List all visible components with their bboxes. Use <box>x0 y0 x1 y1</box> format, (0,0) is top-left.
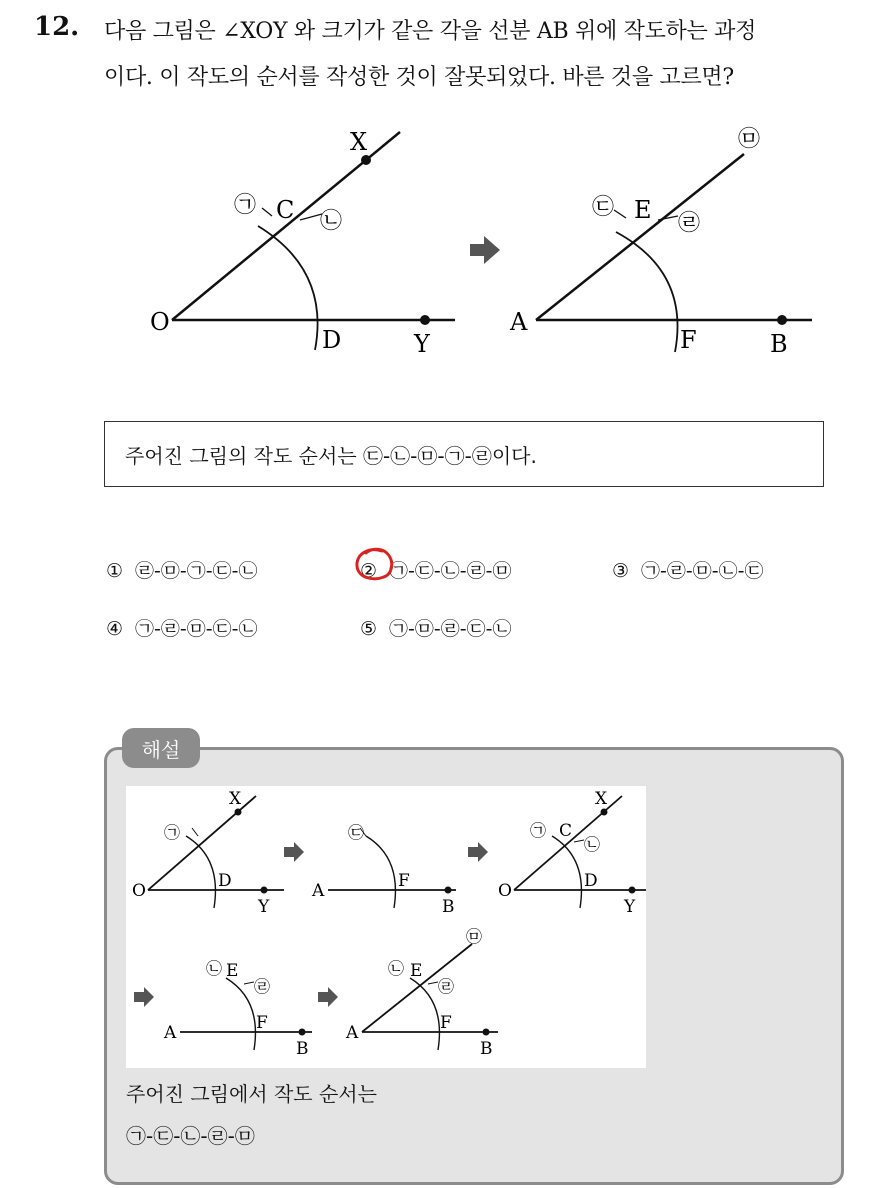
sol-label-b-4: B <box>296 1039 309 1059</box>
sol-label-f-5: F <box>440 1013 452 1033</box>
sol-label-c-2: ㉢ <box>348 823 365 842</box>
choice-4[interactable] <box>106 614 257 641</box>
sol-label-b-2: B <box>442 897 455 917</box>
sol-label-b-5-step: ㉡ <box>388 959 405 978</box>
solution-text-line2: ㉠-㉢-㉡-㉣-㉤ <box>126 1124 255 1148</box>
label-step-a: ㉠ <box>234 193 257 218</box>
sol-label-d-1: D <box>218 871 232 891</box>
sol-label-e-5: E <box>410 961 423 981</box>
angle-construction-diagram <box>536 154 812 352</box>
choice-4-number: ④ <box>106 618 124 640</box>
point-x <box>361 155 371 165</box>
answer-mark-icon <box>352 545 396 585</box>
sol-label-d-3: D <box>584 871 598 891</box>
label-step-c: ㉢ <box>592 195 615 220</box>
choice-1[interactable] <box>106 556 257 583</box>
label-y: Y <box>414 330 430 358</box>
pointer-d <box>658 216 678 220</box>
label-e: E <box>634 196 652 224</box>
label-o: O <box>150 308 170 336</box>
label-b: B <box>770 330 788 358</box>
pointer-a <box>262 208 272 216</box>
sol-label-a-point-5: A <box>346 1023 359 1043</box>
sol-label-b-3: ㉡ <box>584 835 601 854</box>
sol-label-y-1: Y <box>258 897 270 917</box>
sol-label-y-3: Y <box>624 897 636 917</box>
label-a: A <box>510 308 528 336</box>
sol-label-d-4: ㉣ <box>254 977 271 996</box>
label-step-e: ㉤ <box>738 127 761 152</box>
construction-figure <box>0 110 884 370</box>
solution-text-line1: 주어진 그림에서 작도 순서는 <box>126 1082 377 1106</box>
arc-cd <box>258 226 318 350</box>
choice-5-text: ㉠-㉤-㉣-㉢-㉡ <box>389 618 512 640</box>
sol-label-a-3: ㉠ <box>530 821 547 840</box>
pointer-b <box>300 214 322 220</box>
sol-label-b-4-step: ㉡ <box>206 959 223 978</box>
choice-3-number: ③ <box>612 560 630 582</box>
arrow-icon <box>470 236 500 264</box>
point-y <box>420 315 430 325</box>
sol-label-f-4: F <box>256 1013 268 1033</box>
label-step-b: ㉡ <box>320 209 343 234</box>
sol-label-a-point-2: A <box>312 881 325 901</box>
question-text-line1: 다음 그림은 ∠XOY 와 크기가 같은 각을 선분 AB 위에 작도하는 과정 <box>104 19 757 44</box>
label-f: F <box>680 326 697 354</box>
choice-5-number: ⑤ <box>360 618 378 640</box>
sol-label-o-3: O <box>498 881 512 901</box>
pointer-c <box>614 210 626 218</box>
sol-label-x-3: X <box>595 789 608 809</box>
choice-4-text: ㉠-㉣-㉤-㉢-㉡ <box>135 618 258 640</box>
sol-label-e-5-step: ㉤ <box>466 927 483 946</box>
given-statement-text: 주어진 그림의 작도 순서는 ㉢-㉡-㉤-㉠-㉣이다. <box>125 443 537 468</box>
sol-label-a-point-4: A <box>164 1023 177 1043</box>
choice-3[interactable] <box>612 556 763 583</box>
sol-label-f-2: F <box>398 871 410 891</box>
question-text-line2: 이다. 이 작도의 순서를 작성한 것이 잘못되었다. 바른 것을 고르면? <box>104 65 734 90</box>
sol-label-b-5: B <box>480 1039 493 1059</box>
given-statement-box <box>104 421 824 487</box>
solution-tab: 해설 <box>122 728 200 768</box>
choice-1-number: ① <box>106 560 124 582</box>
choice-2-text: ㉠-㉢-㉡-㉣-㉤ <box>389 560 512 582</box>
sol-label-o-1: O <box>132 881 146 901</box>
sol-label-c-3: C <box>559 821 573 841</box>
sol-label-a-1: ㉠ <box>164 823 181 842</box>
angle-xoy-diagram <box>172 132 455 350</box>
choice-3-text: ㉠-㉣-㉤-㉡-㉢ <box>641 560 764 582</box>
point-b <box>777 315 787 325</box>
sol-label-x-1: X <box>229 789 242 809</box>
sol-label-d-5: ㉣ <box>438 977 455 996</box>
choice-2-number: ② <box>360 560 378 582</box>
label-d: D <box>322 326 342 354</box>
question-number: 12. <box>34 12 80 42</box>
label-c: C <box>276 196 295 224</box>
label-x: X <box>350 128 368 156</box>
label-step-d: ㉣ <box>678 211 701 236</box>
choice-5[interactable] <box>360 614 511 641</box>
choice-1-text: ㉣-㉤-㉠-㉢-㉡ <box>135 560 258 582</box>
ray-ae <box>536 154 744 320</box>
solution-figure <box>126 786 646 1068</box>
sol-label-e-4: E <box>226 961 239 981</box>
